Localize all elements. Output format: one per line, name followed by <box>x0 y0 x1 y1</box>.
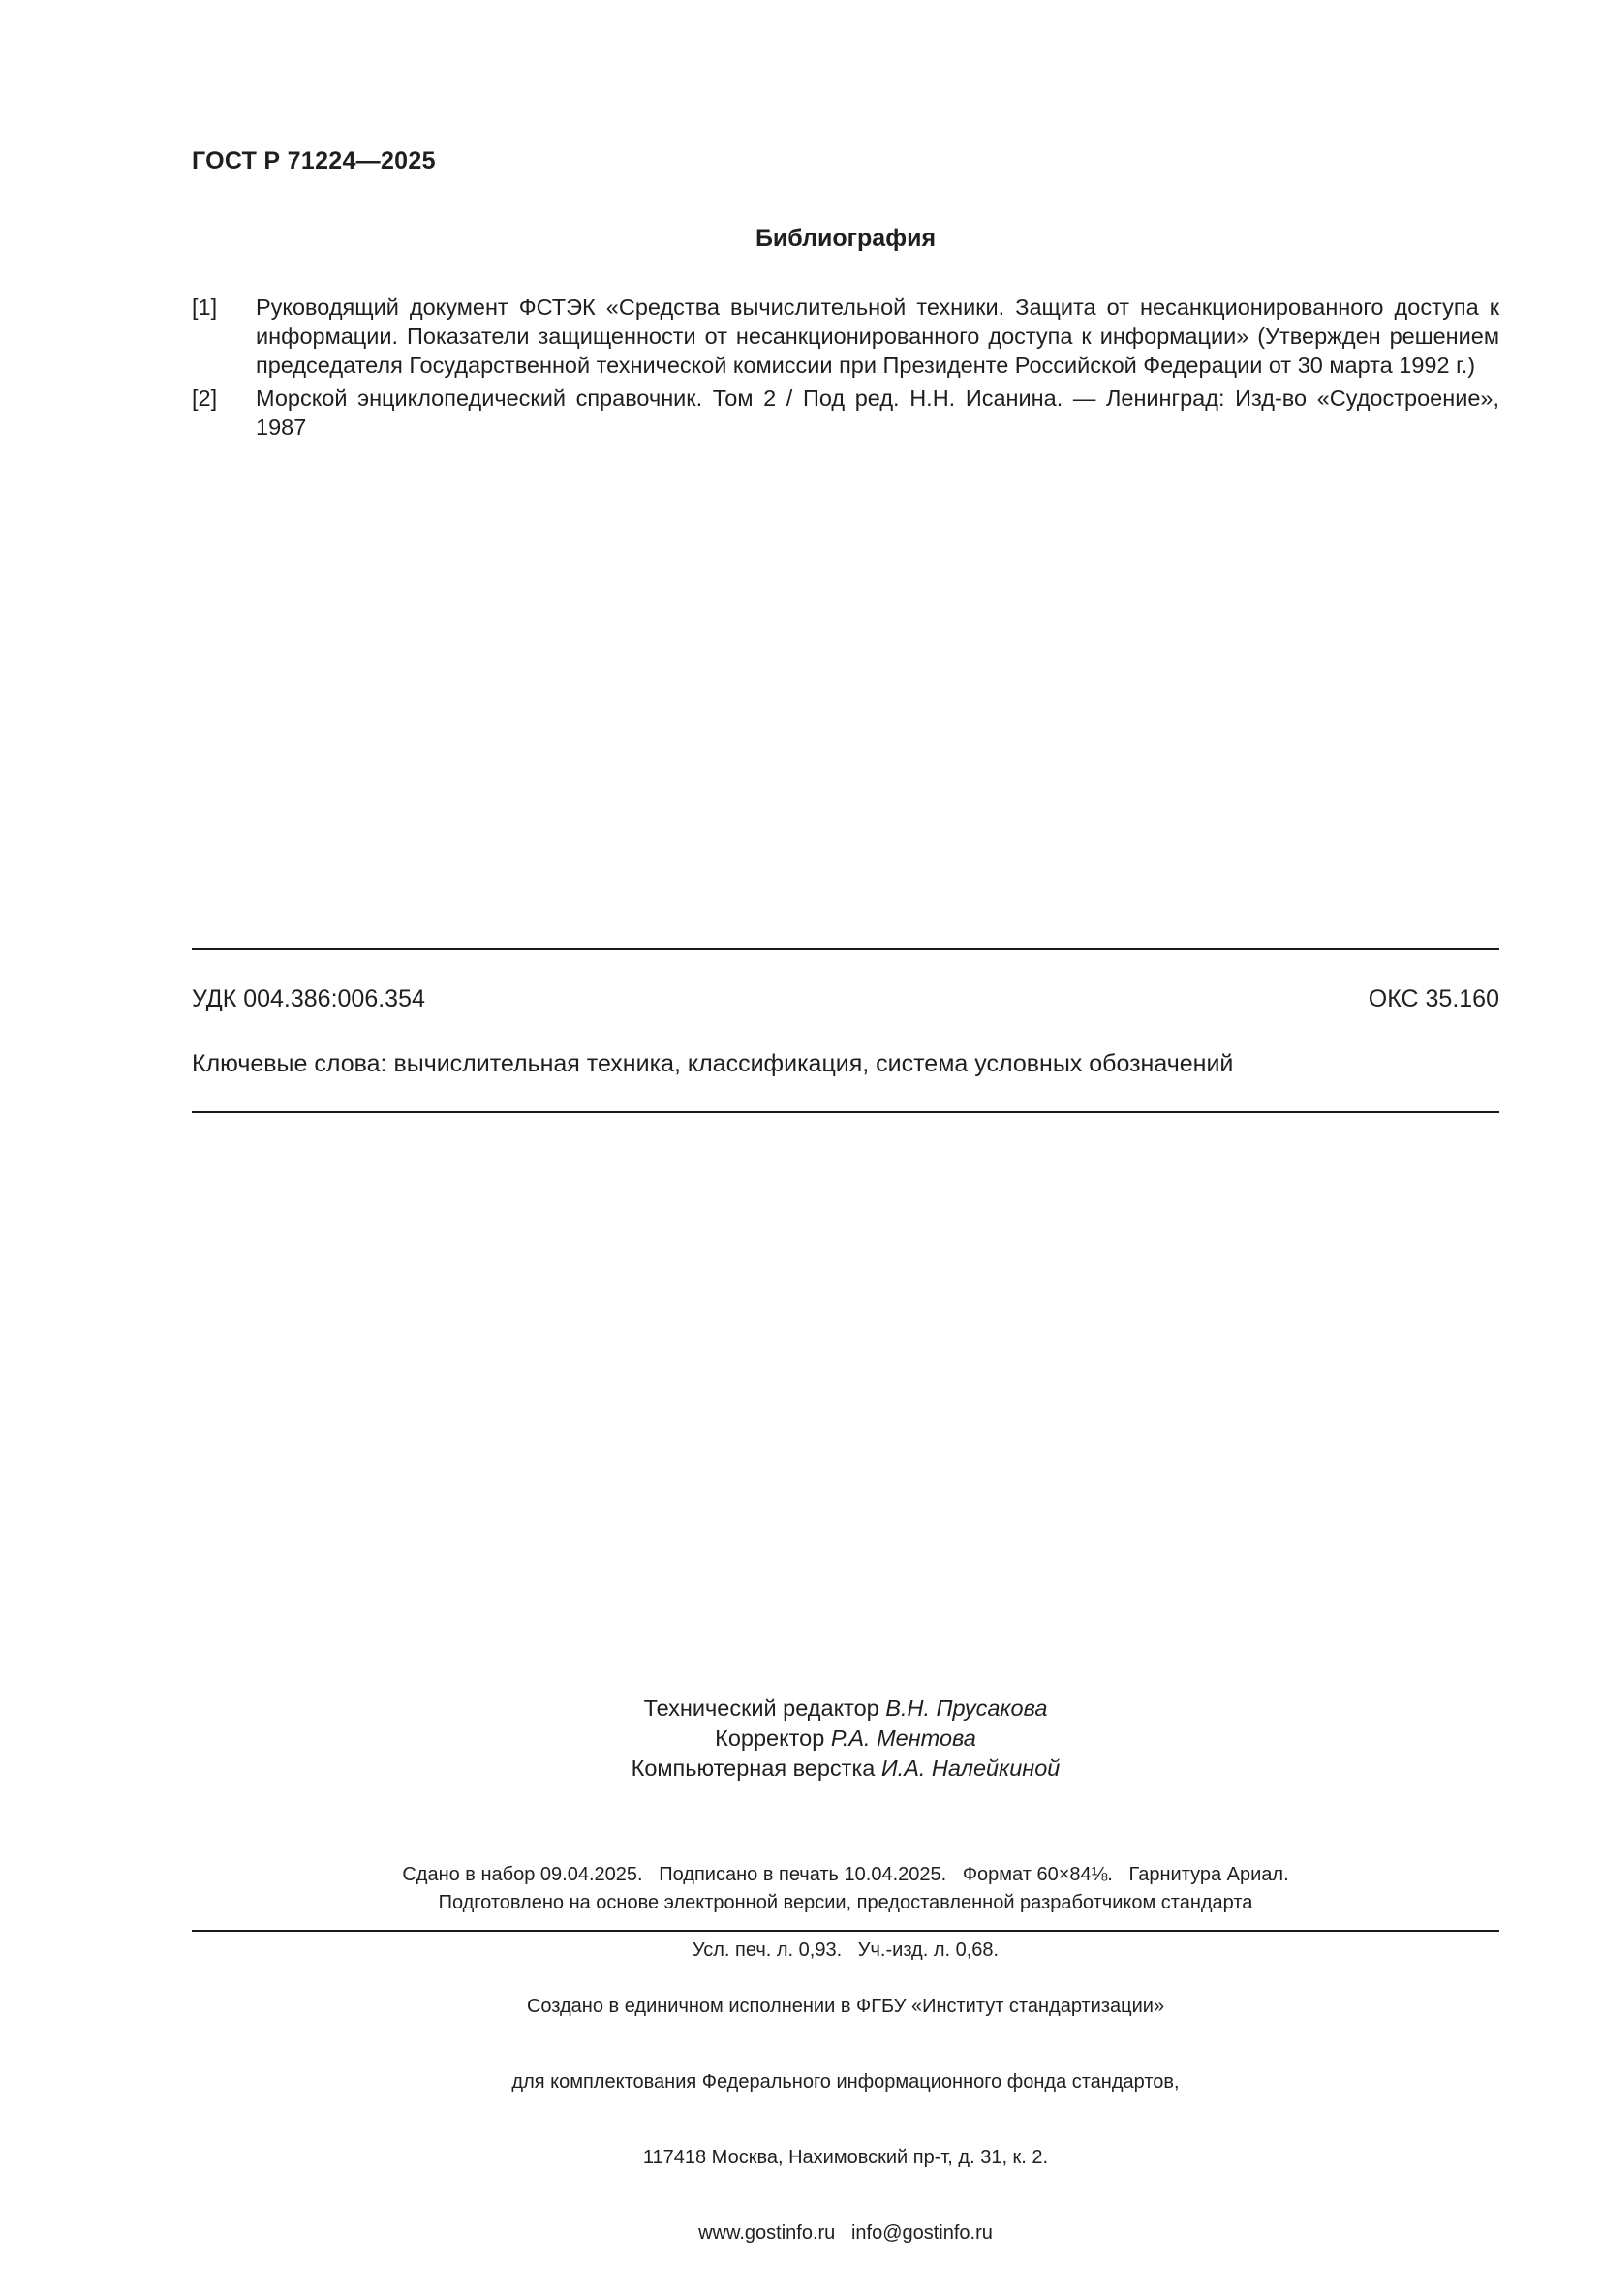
bibliography-title: Библиография <box>755 225 937 252</box>
bibliography-item <box>192 384 1499 442</box>
bibliography-item-number: [2] <box>192 386 218 411</box>
top-divider <box>192 948 1499 950</box>
imprint-block <box>192 1943 1499 2296</box>
bibliography-item <box>192 293 1499 380</box>
publication-line-1: Сдано в набор 09.04.2025. Подписано в печать 10.04.2025. Формат 60×84⅛. Гарнитура Ариал. <box>402 1864 1289 1885</box>
imprint-line-2: для комплектования Федерального информационного фонда стандартов, <box>511 2071 1180 2093</box>
layout-name: И.А. Налейкиной <box>880 1755 1061 1781</box>
imprint-line-3: 117418 Москва, Нахимовский пр-т, д. 31, к. 2. <box>642 2147 1049 2168</box>
document-code: ГОСТ Р 71224—2025 <box>192 147 436 174</box>
oks-code: ОКС 35.160 <box>1368 985 1499 1012</box>
publication-line-2: Усл. печ. л. 0,93. Уч.-изд. л. 0,68. <box>692 1939 1000 1961</box>
layout-line <box>192 1753 1499 1784</box>
corrector-label: Корректор <box>715 1725 825 1751</box>
tech-editor-name: В.Н. Прусакова <box>885 1695 1048 1721</box>
bibliography-item-text: Морской энциклопедический справочник. Том 2 / Под ред. Н.Н. Исанина. — Ленинград: Изд-во «Судостроение», 1987 <box>256 386 1499 440</box>
tech-editor-label: Технический редактор <box>643 1695 879 1721</box>
bibliography-list <box>192 293 1499 446</box>
corrector-name: Р.А. Ментова <box>830 1725 976 1751</box>
layout-label: Компьютерная верстка <box>631 1755 876 1781</box>
bibliography-item-number: [1] <box>192 295 218 320</box>
prepared-note: Подготовлено на основе электронной версии, предоставленной разработчиком стандарта <box>438 1892 1253 1913</box>
udk-code: УДК 004.386:006.354 <box>192 985 425 1012</box>
imprint-divider <box>192 1930 1499 1932</box>
corrector-line <box>192 1723 1499 1753</box>
imprint-line-1: Создано в единичном исполнении в ФГБУ «Институт стандартизации» <box>526 1996 1165 2017</box>
imprint-line-4: www.gostinfo.ru info@gostinfo.ru <box>698 2222 993 2244</box>
bottom-divider <box>192 1111 1499 1113</box>
bibliography-item-text: Руководящий документ ФСТЭК «Средства вычислительной техники. Защита от несанкционированного доступа к информации. Показатели защищенности от несанкционированного доступа к информации» (Утвержден решением председателя Государственной технической комиссии при Президенте Российской Федерации от 30 марта 1992 г.) <box>256 295 1499 378</box>
keywords-line: Ключевые слова: вычислительная техника, классификация, система условных обозначений <box>192 1050 1234 1077</box>
tech-editor-line <box>192 1693 1499 1723</box>
credits-block <box>192 1693 1499 1784</box>
